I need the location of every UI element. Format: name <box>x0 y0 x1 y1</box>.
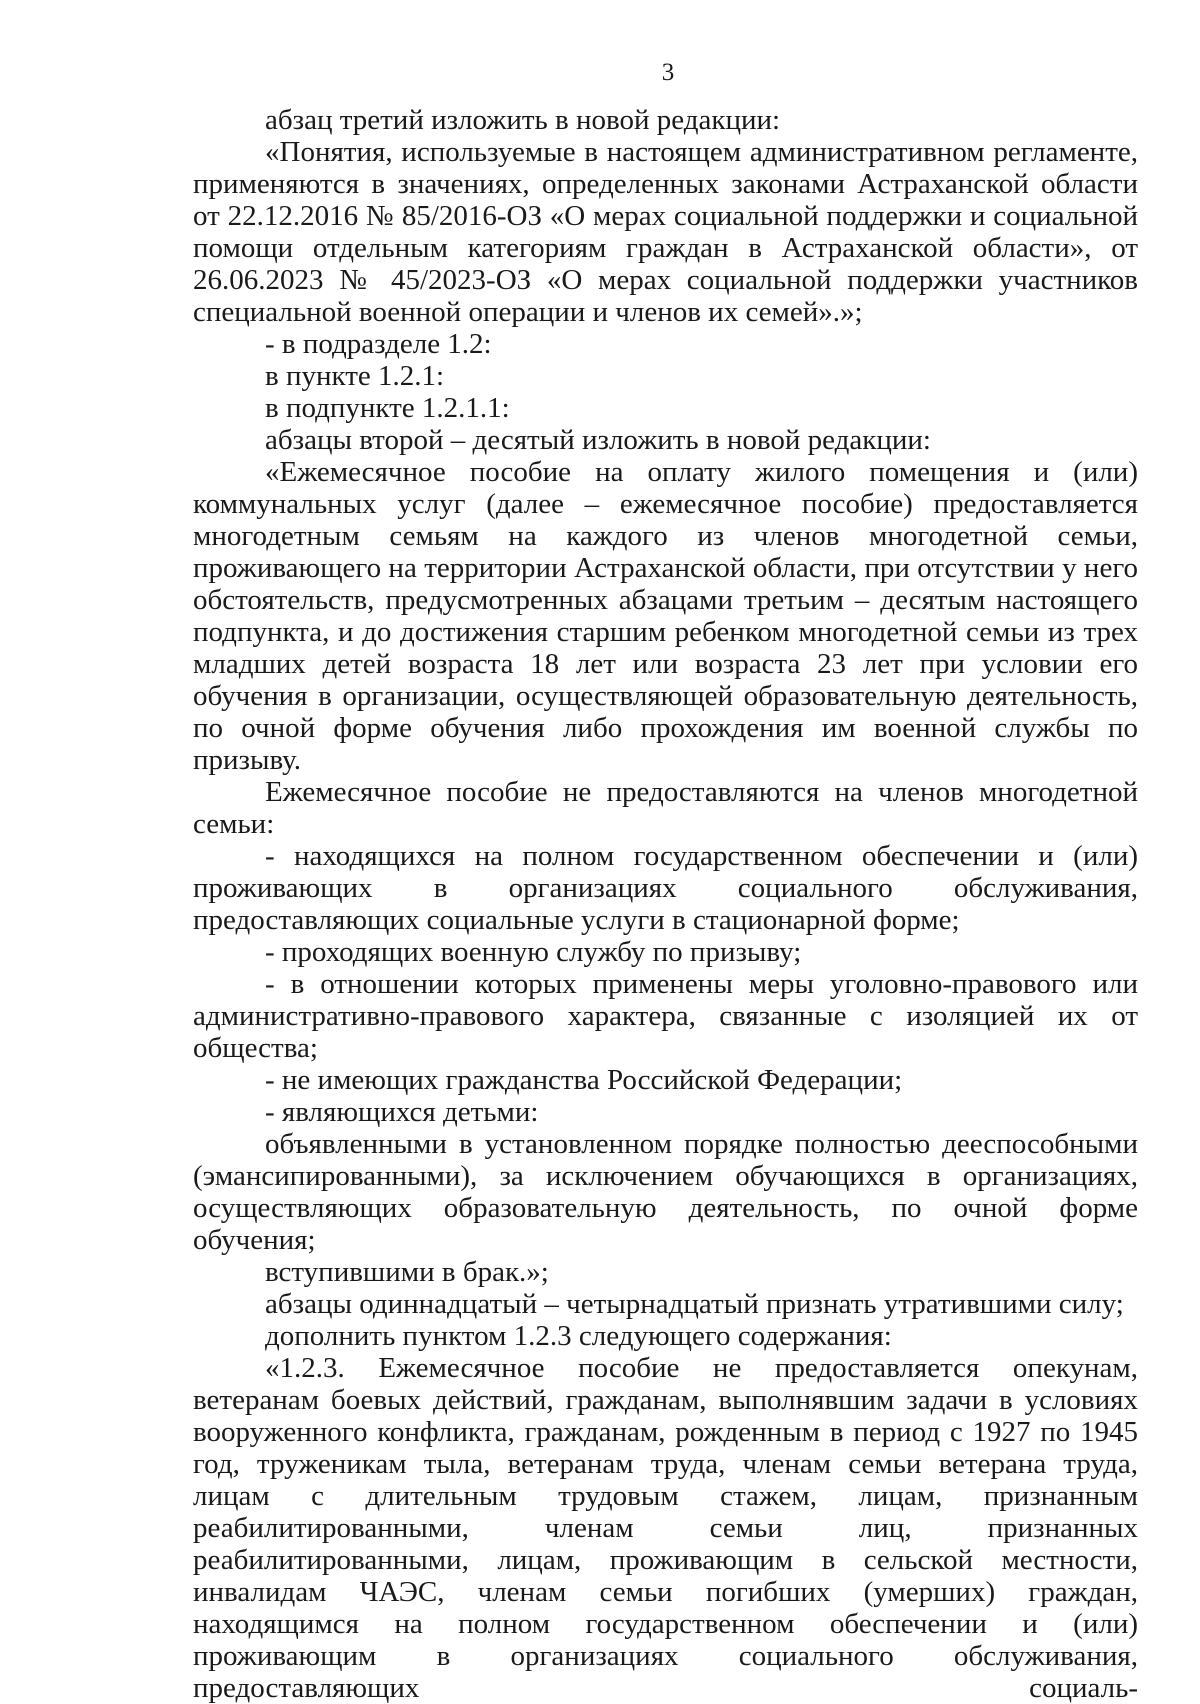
page-number: 3 <box>661 59 675 86</box>
paragraph: вступившими в брак.»; <box>265 1256 549 1288</box>
paragraph: абзацы одиннадцатый – четырнадцатый признать утратившими силу; <box>265 1288 1124 1320</box>
paragraph: абзац третий изложить в новой редакции: <box>265 104 781 136</box>
paragraph: Ежемесячное пособие не предоставляются на членов многодетной семьи: <box>193 776 1138 840</box>
paragraph: - находящихся на полном государственном обеспечении и (или) проживающих в организациях социального обслуживания, предоставляющих социальные услуги в стационарной форме; <box>193 840 1138 936</box>
paragraph: «1.2.3. Ежемесячное пособие не предоставляется опекунам, ветеранам боевых действий, гражданам, выполнявшим задачи в условиях вооруженного конфликта, гражданам, рожденным в период с 1927 по 1945 год, труженикам тыла, ветеранам труда, членам семьи ветерана труда, лицам с длительным трудовым стажем, лицам, признанным реабилитированными, членам семьи лиц, признанных реабилитированными, лицам, проживающим в сельской местности, инвалидам ЧАЭС, членам семьи погибших (умерших) граждан, находящимся на полном государственном обеспечении и (или) проживающим в организациях социального обслуживания, предоставляющих социаль- <box>193 1352 1138 1704</box>
document-body <box>193 104 1138 1704</box>
paragraph: дополнить пунктом 1.2.3 следующего содержания: <box>265 1320 892 1352</box>
paragraph: в пункте 1.2.1: <box>265 360 445 392</box>
paragraph: - проходящих военную службу по призыву; <box>265 936 802 968</box>
paragraph: объявленными в установленном порядке полностью дееспособными (эмансипированными), за исключением обучающихся в организациях, осуществляющих образовательную деятельность, по очной форме обучения; <box>193 1128 1138 1256</box>
paragraph: - не имеющих гражданства Российской Федерации; <box>265 1064 903 1096</box>
paragraph: абзацы второй – десятый изложить в новой редакции: <box>265 424 931 456</box>
paragraph: «Понятия, используемые в настоящем административном регламенте, применяются в значениях, определенных законами Астраханской области от 22.12.2016 № 85/2016-ОЗ «О мерах социальной поддержки и социальной помощи отдельным категориям граждан в Астраханской области», от 26.06.2023 № 45/2023-ОЗ «О мерах социальной поддержки участников специальной военной операции и членов их семей».»; <box>193 136 1138 328</box>
paragraph: в подпункте 1.2.1.1: <box>265 392 510 424</box>
paragraph: - в подразделе 1.2: <box>265 328 492 360</box>
paragraph: - в отношении которых применены меры уголовно-правового или административно-правового характера, связанные с изоляцией их от общества; <box>193 968 1138 1064</box>
paragraph: - являющихся детьми: <box>265 1096 539 1128</box>
paragraph: «Ежемесячное пособие на оплату жилого помещения и (или) коммунальных услуг (далее – ежемесячное пособие) предоставляется многодетным семьям на каждого из членов многодетной семьи, проживающего на территории Астраханской области, при отсутствии у него обстоятельств, предусмотренных абзацами третьим – десятым настоящего подпункта, и до достижения старшим ребенком многодетной семьи из трех младших детей возраста 18 лет или возраста 23 лет при условии его обучения в организации, осуществляющей образовательную деятельность, по очной форме обучения либо прохождения им военной службы по призыву. <box>193 456 1138 776</box>
